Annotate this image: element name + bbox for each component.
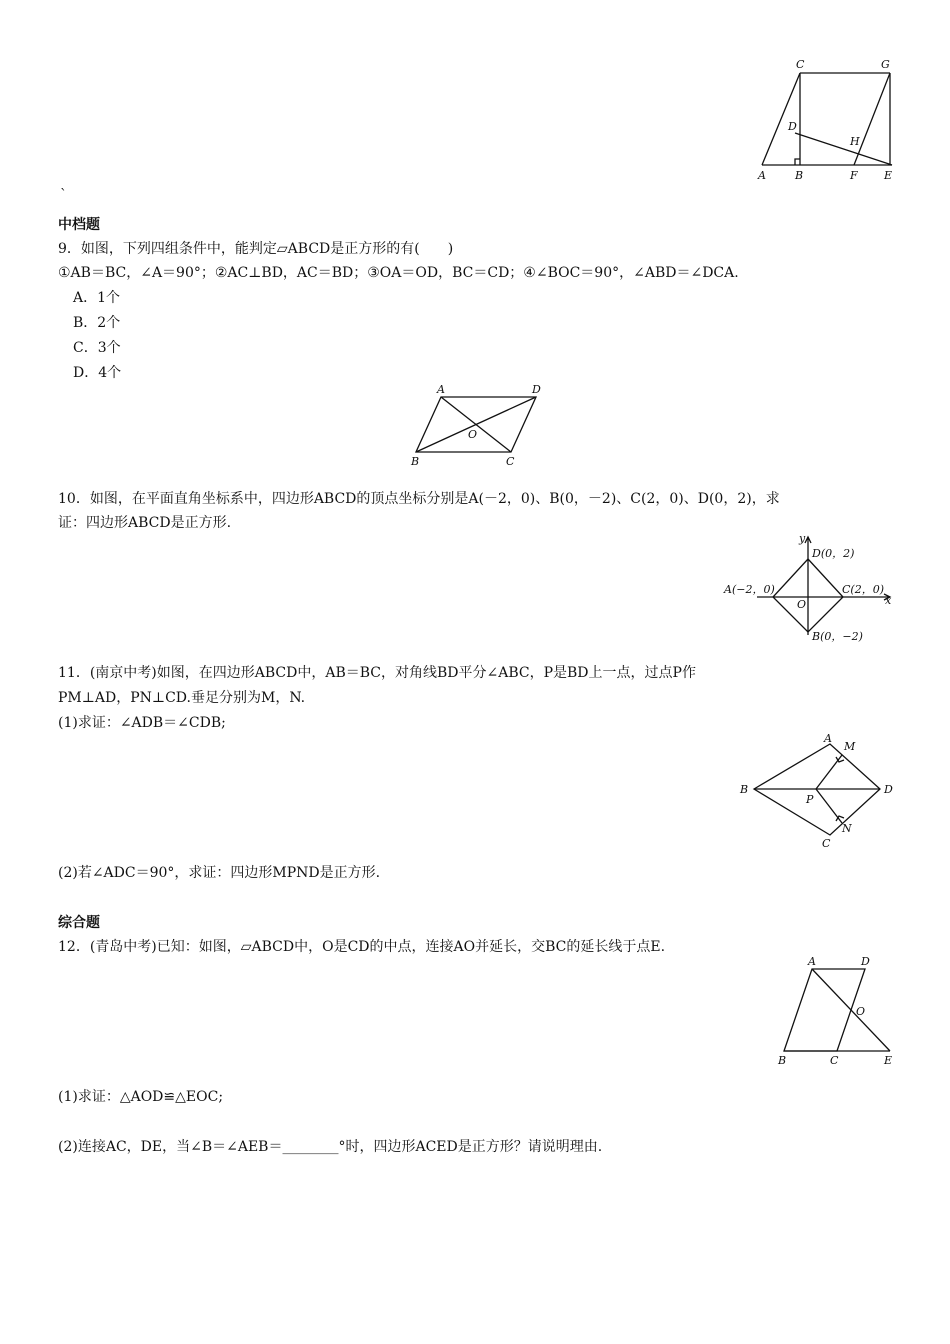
- q11-label-c: C: [822, 837, 831, 850]
- q12-label-e: E: [884, 1054, 893, 1067]
- label-g: G: [881, 58, 890, 71]
- q12-figure: [772, 955, 902, 1070]
- label-c: C: [796, 58, 805, 71]
- q11-label-p: P: [806, 793, 814, 806]
- q11-figure: [738, 733, 903, 851]
- q12-part1: (1)求证：△AOD≌△EOC;: [58, 1089, 224, 1105]
- q12-label-o: O: [856, 1005, 866, 1018]
- q11-line1: 11．(南京中考)如图，在四边形ABCD中，AB＝BC，对角线BD平分∠ABC，P是BD上一点，过点P作: [58, 665, 696, 681]
- q9-option-b: B．2个: [73, 315, 121, 331]
- q12-label-c: C: [830, 1054, 839, 1067]
- q9-label-a: A: [437, 383, 445, 396]
- label-f: F: [850, 169, 858, 182]
- section-medium-heading: 中档题: [58, 217, 100, 233]
- q12-label-d: D: [861, 955, 870, 968]
- q10-figure: [722, 532, 897, 647]
- section-comprehensive-heading: 综合题: [58, 915, 100, 931]
- q9-conditions: ①AB＝BC，∠A＝90°；②AC⊥BD，AC＝BD；③OA＝OD，BC＝CD；④∠BOC＝90°，∠ABD＝∠DCA.: [58, 265, 739, 281]
- q12-stem: 12．(青岛中考)已知：如图，▱ABCD中，O是CD的中点，连接AO并延长，交BC的延长线于点E.: [58, 939, 666, 955]
- q12-label-b: B: [778, 1054, 787, 1067]
- q10-label-o: O: [797, 598, 807, 611]
- q10-label-c: C(2，0): [842, 583, 884, 596]
- figure-top: [750, 55, 910, 185]
- q11-label-a: A: [824, 732, 832, 745]
- label-h: H: [850, 135, 860, 148]
- label-a: A: [758, 169, 766, 182]
- label-d: D: [788, 120, 797, 133]
- q9-option-a: A．1个: [73, 290, 121, 306]
- q9-stem: 9．如图，下列四组条件中，能判定▱ABCD是正方形的有( ): [58, 241, 454, 257]
- q9-option-d: D．4个: [73, 365, 122, 381]
- q12-label-a: A: [808, 955, 816, 968]
- q11-label-b: B: [740, 783, 749, 796]
- q11-part2: (2)若∠ADC＝90°，求证：四边形MPND是正方形.: [58, 865, 381, 881]
- q12-part2: (2)连接AC，DE，当∠B＝∠AEB＝________°时，四边形ACED是正方形？请说明理由.: [58, 1139, 603, 1155]
- q9-label-b: B: [411, 455, 420, 468]
- label-e: E: [884, 169, 893, 182]
- q11-line2: PM⊥AD，PN⊥CD.垂足分别为M，N.: [58, 690, 306, 706]
- q10-label-a: A(−2，0): [724, 583, 775, 596]
- q10-line2: 证：四边形ABCD是正方形.: [58, 515, 232, 531]
- q11-label-m: M: [844, 740, 856, 753]
- tick-mark: `: [60, 187, 67, 203]
- q11-label-d: D: [884, 783, 893, 796]
- q9-label-o: O: [468, 428, 478, 441]
- q10-label-x: x: [885, 594, 892, 607]
- q9-option-c: C．3个: [73, 340, 121, 356]
- q9-label-d: D: [532, 383, 541, 396]
- q10-label-y: y: [799, 532, 806, 545]
- label-b: B: [795, 169, 804, 182]
- q10-line1: 10．如图，在平面直角坐标系中，四边形ABCD的顶点坐标分别是A(－2，0)、B(0，－2)、C(2，0)、D(0，2)，求: [58, 491, 780, 507]
- q10-label-d: D(0，2): [812, 547, 855, 560]
- q9-label-c: C: [506, 455, 515, 468]
- q11-label-n: N: [842, 822, 852, 835]
- q10-label-b: B(0，−2): [812, 630, 863, 643]
- q9-figure: [405, 382, 555, 472]
- q11-part1: (1)求证：∠ADB＝∠CDB;: [58, 715, 226, 731]
